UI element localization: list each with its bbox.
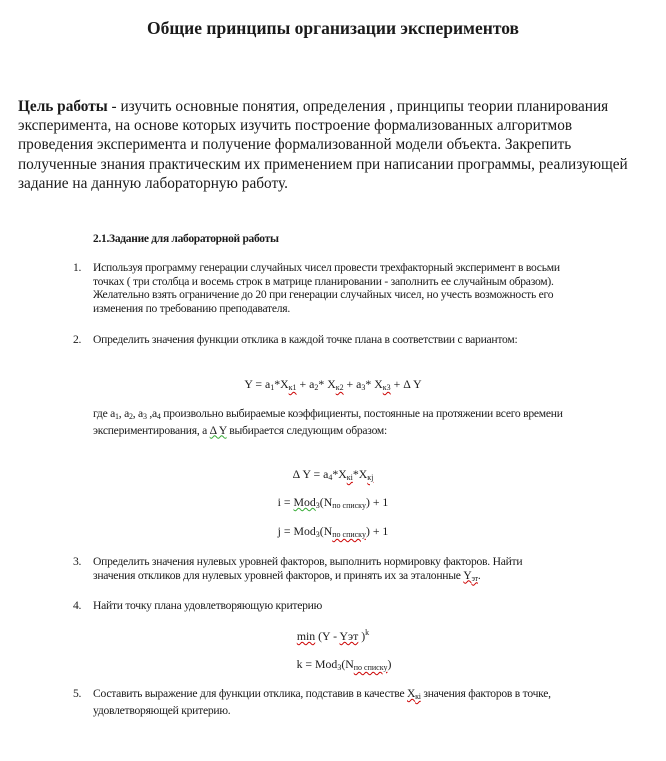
formula-sub: 3	[315, 501, 320, 510]
text-sub: 3	[142, 412, 147, 421]
goal-text: - изучить основные понятия, определения , принципы теории планирования эксперимента, на основе которых изучить построение формализованных алгоритмов проведения эксперимента и получение формализованной модели объекта. Закрепить полученные знания практическим их применением при написании программы, реализующей задание на данную лабораторную работу.	[18, 98, 628, 192]
formula-part: ) + 1	[365, 495, 389, 509]
list-item-1	[73, 261, 563, 315]
text-sub: эт	[471, 573, 478, 583]
formula-sub: 3	[315, 530, 320, 539]
list-item-5	[73, 687, 563, 717]
text-part: значения факторов в точке, удовлетворяющей критерию.	[93, 687, 551, 717]
list-number: 5.	[73, 687, 82, 700]
formula-sub: 3	[337, 663, 342, 672]
formula-part: min	[296, 629, 316, 643]
goal-paragraph	[18, 97, 648, 193]
section-heading: 2.1.Задание для лабораторной работы	[93, 233, 279, 245]
list-text: Определить значения функции отклика в каждой точке плана в соответствии с вариантом:	[93, 333, 518, 346]
formula-part: Δ Y = a	[292, 467, 329, 481]
formula-sub: 2	[314, 383, 319, 392]
list-item-4	[73, 599, 563, 613]
formula-part: ) + 1	[365, 524, 389, 538]
formula-sub: к1	[288, 383, 297, 392]
text-part: произвольно выбираемые коэффициенты, постоянные на протяжении всего времени экспериментирования, а	[93, 407, 563, 437]
text-sub: 2	[128, 412, 133, 421]
formula-part: (N	[319, 495, 333, 509]
formula-part: *X	[352, 467, 368, 481]
list-number: 3.	[73, 555, 82, 568]
text-part: ,a	[146, 407, 157, 420]
formula-part: Yэт	[339, 629, 359, 643]
formula-part: j = Mod	[277, 524, 316, 538]
goal-label: Цель работы	[18, 98, 108, 115]
text-sub: 4	[156, 412, 161, 421]
formula-part: + Δ Y	[390, 377, 422, 391]
formula-sub: 1	[270, 383, 275, 392]
text-part: выбирается следующим образом:	[226, 423, 387, 437]
formula-sub: кj	[367, 473, 374, 482]
formula-sub: к2	[335, 383, 344, 392]
text-sub: 1	[115, 412, 119, 421]
text-part: Составить выражение для функции отклика, подставив в качестве	[93, 687, 407, 700]
text-part: Y	[463, 568, 472, 582]
formula-k	[0, 657, 666, 672]
formula-sub: 4	[328, 473, 333, 482]
formula-sub: кi	[346, 473, 353, 482]
document-title: Общие принципы организации экспериментов	[147, 18, 519, 38]
text-part: .	[477, 568, 481, 582]
formula-sub: по списку	[332, 501, 366, 510]
formula-sub: 3	[361, 383, 366, 392]
formula-part: * X	[365, 377, 383, 391]
text-part: где a	[93, 407, 116, 420]
list-text	[93, 555, 563, 585]
text-part: , a	[118, 407, 129, 420]
formula-min	[0, 628, 666, 644]
formula-sup: k	[365, 628, 370, 637]
list-number: 4.	[73, 599, 82, 612]
formula-j	[0, 524, 666, 539]
formula-part: (Y -	[315, 629, 340, 643]
formula-i	[0, 495, 666, 510]
formula-y	[0, 377, 666, 392]
list-number: 2.	[73, 333, 82, 346]
formula-part: )	[387, 657, 392, 671]
formula-part: (N	[319, 524, 333, 538]
text-part: Δ Y	[209, 423, 227, 437]
formula-part: *X	[332, 467, 347, 481]
formula-part: )	[358, 629, 366, 643]
formula-part: i =	[277, 495, 294, 509]
formula-part: * X	[318, 377, 336, 391]
text-sub: кi	[415, 692, 421, 701]
coefficients-paragraph	[93, 407, 563, 437]
text-part: , a	[132, 407, 143, 420]
formula-part: Y = a	[244, 377, 271, 391]
list-number: 1.	[73, 261, 82, 274]
formula-part: (N	[341, 657, 354, 671]
formula-sub: по списку	[353, 663, 388, 672]
formula-delta-y	[0, 467, 666, 482]
list-item-3	[73, 555, 563, 585]
list-item-2	[73, 333, 563, 347]
formula-sub: к3	[382, 383, 391, 392]
text-part: X	[407, 687, 416, 700]
list-text: Используя программу генерации случайных чисел провести трехфакторный эксперимент в восьми точках ( три столбца и восемь строк в матрице планировании - заполнить ее случайным образом). Желательно взять ограничение до 20 при генерации случайных чисел, но учесть возможность его изменения по требованию преподавателя.	[93, 261, 560, 315]
list-text	[93, 687, 563, 717]
formula-sub: по списку	[332, 530, 366, 539]
text-part: Определить значения нулевых уровней факторов, выполнить нормировку факторов. Найти значения откликов для нулевых уровней факторов, и принять их за эталонные	[93, 555, 523, 582]
formula-part: Mod	[293, 495, 316, 509]
formula-part: *X	[274, 377, 289, 391]
formula-part: + a	[343, 377, 362, 391]
formula-part: k = Mod	[296, 657, 338, 671]
list-text: Найти точку плана удовлетворяющую критерию	[93, 599, 323, 612]
formula-part: + a	[296, 377, 315, 391]
